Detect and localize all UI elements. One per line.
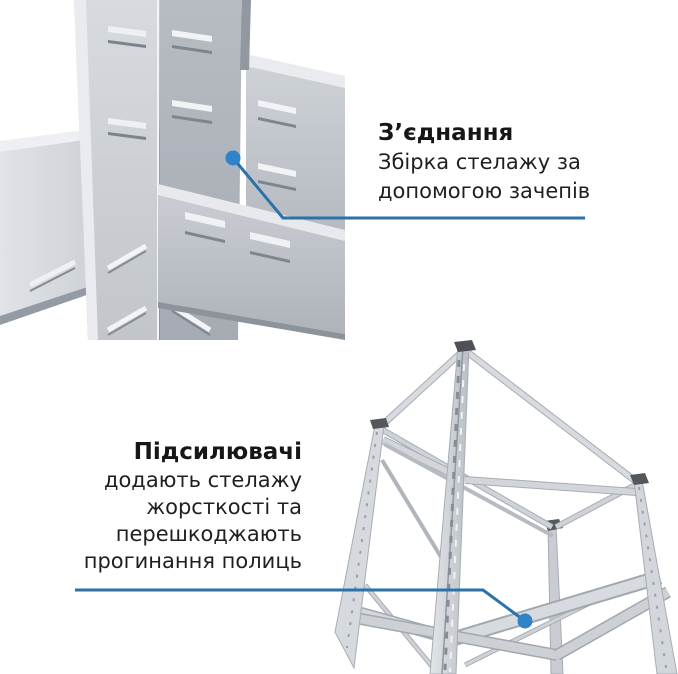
connection-title: З’єднання: [378, 120, 514, 146]
shelf-photo: [320, 330, 678, 674]
right-post: [630, 473, 677, 674]
connection-text-line-1: Збірка стелажу за: [378, 150, 581, 174]
near-post: [430, 340, 476, 674]
connection-annotation: [378, 118, 590, 206]
top-rim: [379, 351, 638, 527]
connection-photo: [0, 0, 345, 340]
reinforcers-annotation: [18, 437, 302, 575]
post-left-face: [74, 0, 158, 340]
connection-text-line-2: допомогою зачепів: [378, 179, 591, 203]
middle-rim: [345, 577, 668, 655]
left-post: [335, 418, 389, 668]
reinforcers-text-line-2: жорсткості та: [146, 495, 302, 519]
reinforcers-title: Підсилювачі: [133, 439, 302, 465]
reinforcers-text-line-1: додають стелажу: [103, 468, 302, 492]
reinforcers-text-line-4: прогинання полиць: [83, 549, 302, 573]
reinforcers-text-line-3: перешкоджають: [115, 522, 302, 546]
